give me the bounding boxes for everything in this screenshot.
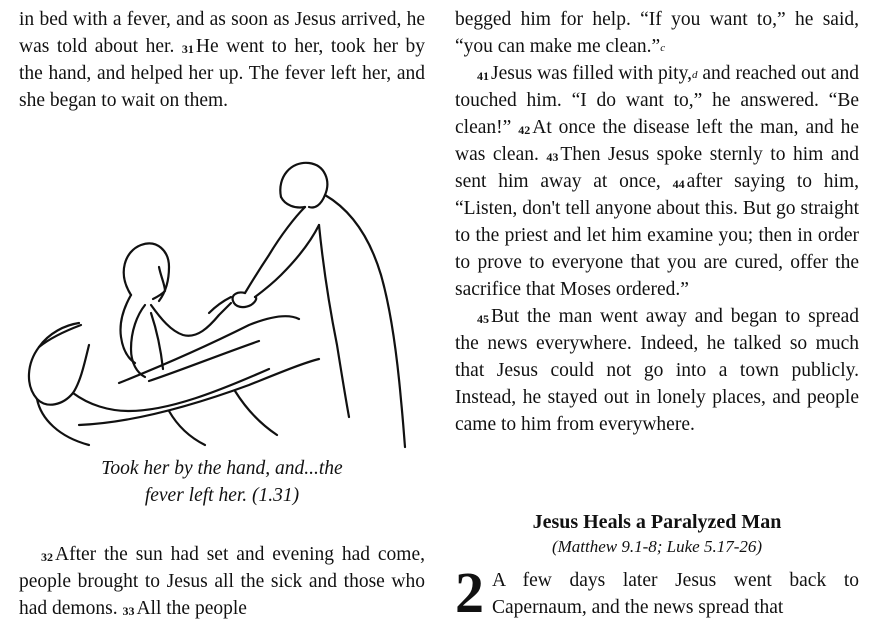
verse-number-41: 41: [477, 69, 489, 83]
verse-32-text: After the sun had set and evening had come, people brought to Jesus all the sick and those who had demons.: [19, 544, 425, 619]
blanket-drape-2: [235, 391, 277, 435]
verse-33-text: All the people: [136, 598, 247, 619]
bed-edge: [37, 399, 89, 445]
verse-43-text: Then Jesus spoke sternly to him and sent him away at once,: [455, 144, 859, 192]
woman-shoulder: [131, 305, 145, 377]
chapter-number: 2: [455, 560, 484, 625]
section-heading: Jesus Heals a Paralyzed Man: [532, 511, 782, 533]
blanket-fold-3: [79, 359, 319, 425]
verse-31-text: He went to her, took her by the hand, and helped her up. The fever left her, and she began to wait on them.: [19, 36, 426, 111]
jesus-head: [280, 163, 327, 208]
verse-number-33: 33: [122, 604, 135, 618]
jesus-robe-front: [319, 225, 349, 417]
woman-arm: [151, 303, 231, 336]
woman-torso: [151, 313, 163, 369]
verse-30-text: in bed with a fever, and as soon as Jesus arrived, he was told about her.: [19, 9, 425, 57]
verse-40: [455, 6, 859, 60]
footnote-d[interactable]: d: [691, 69, 698, 81]
verse-number-45: 45: [477, 312, 489, 326]
illustration-caption: [19, 455, 425, 509]
verse-41-44: [455, 60, 859, 303]
healing-illustration: [19, 155, 429, 455]
caption-line-2: fever left her. (1.31): [144, 485, 300, 506]
verse-number-42: 42: [518, 123, 531, 137]
verse-45-text: But the man went away and began to spread the news everywhere. Indeed, he talked so much that Jesus could not go into a town publicly. Instead, he stayed out in lonely places, and people came to him from everywhere.: [455, 306, 859, 435]
verse-number-31: 31: [181, 42, 194, 56]
jesus-face: [281, 197, 305, 208]
left-column-top: [19, 6, 425, 114]
footnote-c[interactable]: c: [660, 42, 666, 54]
verse-41-text-b: and reached out and touched him. “I do want to,” he answered. “Be clean!”: [455, 63, 860, 138]
verse-2-1: A few days later Jesus went back to Capernaum, and the news spread that: [492, 570, 859, 618]
blanket-drape: [169, 411, 205, 445]
verse-41-text-a: Jesus was filled with pity,: [491, 63, 692, 84]
left-column-bottom: [19, 541, 425, 622]
verse-number-44: 44: [672, 177, 685, 191]
verse-30-31: [19, 6, 425, 114]
section-cross-reference: (Matthew 9.1-8; Luke 5.17-26): [551, 537, 763, 556]
jesus-hand: [233, 292, 257, 307]
verse-40-text: begged him for help. “If you want to,” he said, “you can make me clean.”: [455, 9, 859, 57]
caption-line-1: Took her by the hand, and...the: [101, 458, 343, 479]
blanket-fold-2: [73, 369, 269, 411]
verse-42-text: At once the disease left the man, and he was clean.: [455, 117, 859, 165]
verse-number-32: 32: [41, 550, 53, 564]
verse-number-43: 43: [546, 150, 559, 164]
right-column: [455, 6, 859, 438]
jesus-back: [325, 195, 405, 447]
verse-45: [455, 303, 859, 438]
verse-32-33: [19, 541, 425, 622]
chapter-2-start: [455, 560, 859, 625]
verse-44-text: after saying to him, “Listen, don't tell anyone about this. But go straight to the priest and let him examine you; then in order to prove to everyone that you are cured, offer the sacrifice that Moses ordered.”: [455, 171, 859, 300]
